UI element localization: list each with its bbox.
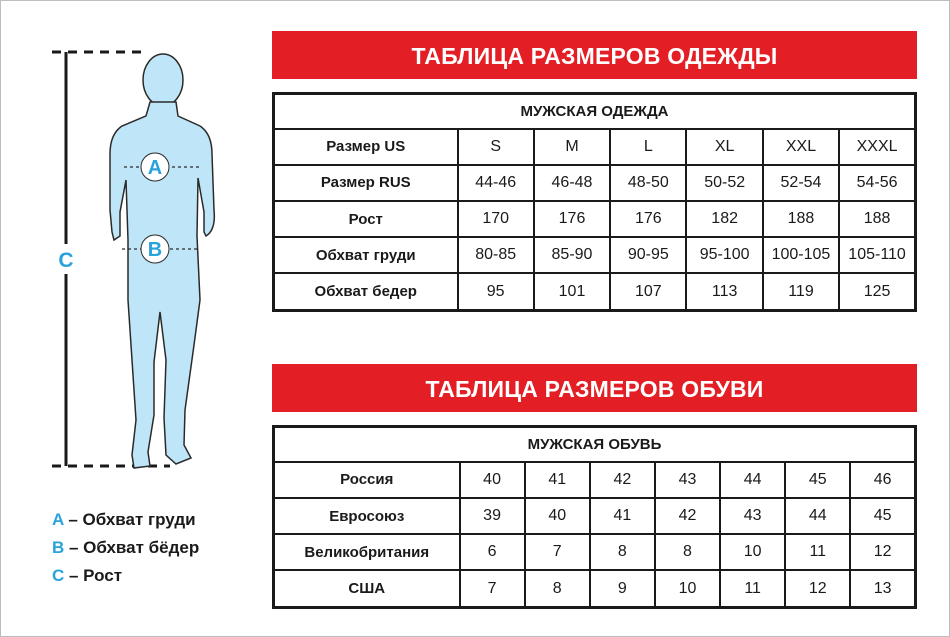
legend-item-height: C – Рост (52, 566, 123, 585)
shoe-size-banner: ТАБЛИЦА РАЗМЕРОВ ОБУВИ (272, 364, 917, 412)
table-caption-row (274, 427, 916, 462)
table-row: Обхват груди 80-85 85-90 90-95 95-100 100-105 105-110 (274, 237, 916, 273)
table-row: Размер US S M L XL XXL XXXL (274, 129, 916, 165)
clothing-size-banner: ТАБЛИЦА РАЗМЕРОВ ОДЕЖДЫ (272, 31, 917, 79)
table-row: Россия 40 41 42 43 44 45 46 (274, 462, 916, 498)
clothing-size-table (272, 92, 917, 312)
table-row: Рост 170 176 176 182 188 188 (274, 201, 916, 237)
table-row: США 7 8 9 10 11 12 13 (274, 570, 916, 607)
clothing-table-caption: МУЖСКАЯ ОДЕЖДА (274, 94, 916, 129)
shoe-table-caption: МУЖСКАЯ ОБУВЬ (274, 427, 916, 462)
legend-item-chest: A – Обхват груди (52, 510, 196, 529)
table-row: Размер RUS 44-46 46-48 48-50 50-52 52-54 54-56 (274, 165, 916, 201)
table-row: Великобритания 6 7 8 8 10 11 12 (274, 534, 916, 570)
table-row: Обхват бедер 95 101 107 113 119 125 (274, 273, 916, 310)
table-row: Евросоюз 39 40 41 42 43 44 45 (274, 498, 916, 534)
label-c: C (58, 249, 74, 272)
label-b: B (147, 239, 163, 261)
table-caption-row (274, 94, 916, 129)
legend-item-hips: B – Обхват бёдер (52, 538, 200, 557)
shoe-size-table (272, 425, 917, 609)
measurement-legend (52, 506, 199, 590)
label-a: A (147, 157, 163, 179)
body-measurement-figure (0, 0, 260, 637)
